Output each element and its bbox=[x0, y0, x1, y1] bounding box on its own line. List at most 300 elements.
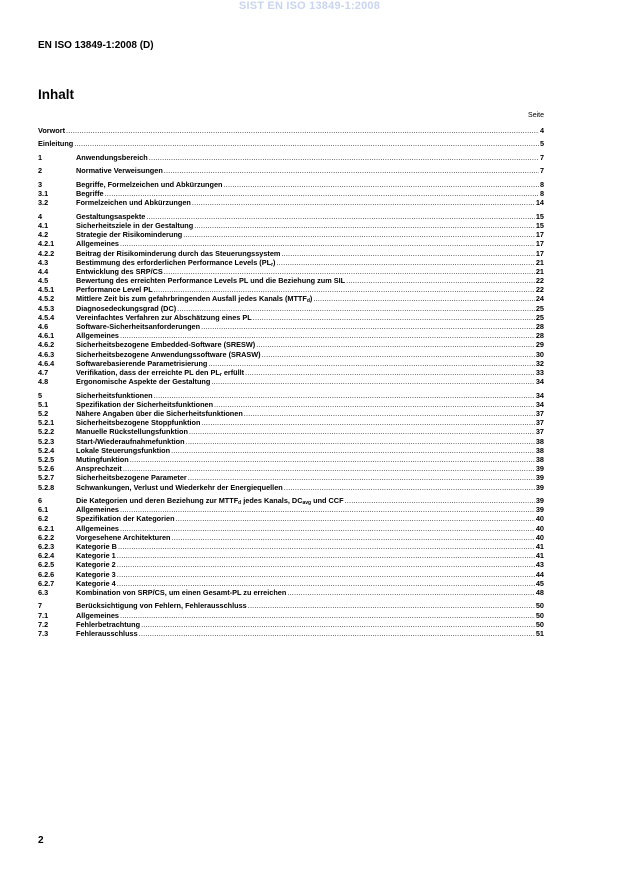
toc-entry-number: 6.2.2 bbox=[38, 532, 55, 542]
toc-entry-page: 39 bbox=[535, 496, 544, 506]
toc-entry-number: 7.1 bbox=[38, 610, 49, 620]
toc-entry-text: Entwicklung des SRP/CS bbox=[76, 266, 163, 276]
toc-entry-text: Nähere Angaben über die Sicherheitsfunktionen bbox=[76, 409, 243, 419]
toc-entry-text: Sicherheitsziele in der Gestaltung bbox=[76, 220, 194, 230]
toc-leader-dots bbox=[313, 294, 535, 303]
toc-entry-title bbox=[76, 588, 286, 597]
toc-entry-number: 5.1 bbox=[38, 399, 49, 409]
toc-entry-text: Ansprechzeit bbox=[76, 464, 122, 474]
toc-entry[interactable] bbox=[38, 285, 544, 294]
toc-leader-dots bbox=[177, 304, 535, 313]
toc-entry-title bbox=[76, 551, 116, 560]
toc-entry[interactable] bbox=[38, 601, 544, 610]
toc-entry-number: 4.5.4 bbox=[38, 312, 55, 322]
toc-entry-number: 3.2 bbox=[38, 198, 49, 208]
toc-leader-dots bbox=[284, 483, 535, 492]
toc-entry-text: Strategie der Risikominderung bbox=[76, 230, 183, 240]
toc-entry-number: 4.7 bbox=[38, 367, 49, 377]
toc-entry-page: 22 bbox=[535, 285, 544, 295]
toc-entry-text: Kategorie 2 bbox=[76, 560, 116, 570]
toc-entry[interactable] bbox=[38, 198, 544, 207]
toc-entry[interactable] bbox=[38, 446, 544, 455]
toc-entry-page: 34 bbox=[535, 377, 544, 387]
toc-entry-title bbox=[76, 473, 187, 482]
toc-entry-number: 5.2.3 bbox=[38, 436, 55, 446]
toc-entry-text: Kategorie 3 bbox=[76, 569, 116, 579]
toc-entry-title bbox=[76, 230, 182, 239]
toc-entry-number: 4.6 bbox=[38, 322, 49, 332]
toc-entry[interactable] bbox=[38, 139, 544, 148]
toc-entry-text: Verifikation, dass der erreichte PL den PL bbox=[76, 367, 220, 377]
toc-entry-page: 38 bbox=[535, 436, 544, 446]
toc-leader-dots bbox=[189, 427, 535, 436]
toc-entry-title bbox=[76, 180, 223, 189]
toc-entry-number: 5 bbox=[38, 390, 43, 400]
toc-entry-text: Sicherheitsbezogene Parameter bbox=[76, 473, 187, 483]
toc-entry-text: Vorwort bbox=[38, 126, 66, 135]
toc-entry-title bbox=[76, 483, 283, 492]
toc-entry-number: 4.1 bbox=[38, 220, 49, 230]
toc-entry-number: 3 bbox=[38, 179, 43, 189]
toc-entry-number: 4.2.2 bbox=[38, 248, 55, 258]
toc-entry[interactable] bbox=[38, 473, 544, 482]
toc-entry[interactable] bbox=[38, 322, 544, 331]
toc-entry[interactable] bbox=[38, 313, 544, 322]
toc-entry-text: Software-Sicherheitsanforderungen bbox=[76, 322, 201, 332]
toc-entry[interactable] bbox=[38, 180, 544, 189]
toc-leader-dots bbox=[66, 126, 539, 135]
toc-entry[interactable] bbox=[38, 505, 544, 514]
toc-entry-text: Performance Level PL bbox=[76, 285, 153, 295]
toc-entry[interactable] bbox=[38, 496, 544, 505]
toc-leader-dots bbox=[211, 377, 535, 386]
toc-leader-dots bbox=[346, 276, 535, 285]
toc-entry-text: Bestimmung des erforderlichen Performance Levels (PL bbox=[76, 257, 272, 267]
toc-entry-page: 51 bbox=[535, 628, 544, 638]
toc-entry-page: 24 bbox=[535, 294, 544, 304]
toc-entry[interactable] bbox=[38, 189, 544, 198]
toc-entry-number: 6.2.6 bbox=[38, 569, 55, 579]
toc-entry-page: 21 bbox=[535, 266, 544, 276]
toc-entry[interactable] bbox=[38, 350, 544, 359]
toc-entry-text: Mutingfunktion bbox=[76, 454, 129, 464]
toc-entry-number: 4.5.2 bbox=[38, 294, 55, 304]
toc-leader-dots bbox=[117, 579, 535, 588]
toc-leader-dots bbox=[171, 533, 534, 542]
toc-leader-dots bbox=[123, 464, 535, 473]
toc-entry[interactable] bbox=[38, 427, 544, 436]
toc-leader-dots bbox=[194, 221, 535, 230]
toc-entry-text: Spezifikation der Kategorien bbox=[76, 514, 175, 524]
toc-entry-title bbox=[76, 496, 344, 505]
toc-leader-dots bbox=[149, 153, 539, 162]
toc-entry-title bbox=[76, 437, 185, 446]
toc-entry-title bbox=[76, 542, 117, 551]
toc-entry-title bbox=[76, 258, 275, 267]
toc-entry-text: Ergonomische Aspekte der Gestaltung bbox=[76, 377, 211, 387]
toc-leader-dots bbox=[120, 524, 535, 533]
toc-entry-title bbox=[76, 153, 148, 162]
toc-entry-page: 40 bbox=[535, 532, 544, 542]
toc-entry-title bbox=[76, 455, 129, 464]
toc-leader-dots bbox=[253, 313, 535, 322]
toc-leader-dots bbox=[74, 139, 539, 148]
toc-entry[interactable] bbox=[38, 249, 544, 258]
toc-entry-title bbox=[76, 359, 207, 368]
toc-entry-page: 17 bbox=[535, 248, 544, 258]
toc-entry-number: 4.5.1 bbox=[38, 285, 55, 295]
toc-leader-dots bbox=[154, 285, 535, 294]
toc-entry-title bbox=[76, 166, 163, 175]
toc-entry-title bbox=[76, 249, 280, 258]
toc-entry-page: 45 bbox=[535, 578, 544, 588]
toc-entry-title bbox=[38, 126, 65, 135]
toc-entry-page: 17 bbox=[535, 230, 544, 240]
toc-entry-text: Start-/Wiederaufnahmefunktion bbox=[76, 436, 185, 446]
toc-entry-page: 7 bbox=[539, 166, 544, 176]
toc-entry-number: 7 bbox=[38, 601, 43, 611]
toc-entry-page: 17 bbox=[535, 239, 544, 249]
toc-entry[interactable] bbox=[38, 588, 544, 597]
toc-entry[interactable] bbox=[38, 331, 544, 340]
toc-entry[interactable] bbox=[38, 542, 544, 551]
toc-entry-text: Diagnosedeckungsgrad (DC) bbox=[76, 303, 177, 313]
toc-entry-number: 5.2.4 bbox=[38, 445, 55, 455]
toc-leader-dots bbox=[244, 409, 535, 418]
toc-entry-text: Die Kategorien und deren Beziehung zur MTTF bbox=[76, 496, 239, 506]
document-id: EN ISO 13849-1:2008 (D) bbox=[38, 40, 154, 51]
toc-entry[interactable] bbox=[38, 579, 544, 588]
toc-entry-page: 34 bbox=[535, 399, 544, 409]
toc-entry-number: 6.2 bbox=[38, 514, 49, 524]
toc-entry-text: Begriffe bbox=[76, 189, 104, 199]
toc-entry[interactable] bbox=[38, 483, 544, 492]
toc-leader-dots bbox=[183, 230, 535, 239]
toc-entry[interactable] bbox=[38, 629, 544, 638]
toc-entry[interactable] bbox=[38, 166, 544, 175]
toc-entry-text: Vorgesehene Architekturen bbox=[76, 532, 171, 542]
toc-entry-title bbox=[76, 276, 345, 285]
toc-entry[interactable] bbox=[38, 409, 544, 418]
toc-entry-title bbox=[76, 620, 140, 629]
toc-entry-text: Manuelle Rückstellungsfunktion bbox=[76, 427, 188, 437]
toc-entry-page: 4 bbox=[539, 126, 544, 135]
toc-entry-page: 33 bbox=[535, 367, 544, 377]
toc-entry-number: 5.2.8 bbox=[38, 482, 55, 492]
toc-entry-title bbox=[76, 340, 255, 349]
toc-entry-number: 5.2.7 bbox=[38, 473, 55, 483]
watermark: SIST EN ISO 13849-1:2008 bbox=[238, 0, 381, 12]
toc-entry-text: und CCF bbox=[311, 496, 344, 506]
toc-entry-page: 15 bbox=[535, 211, 544, 221]
toc-entry-page: 50 bbox=[535, 610, 544, 620]
toc-entry-title bbox=[76, 322, 200, 331]
toc-leader-dots bbox=[117, 560, 535, 569]
toc-entry[interactable] bbox=[38, 524, 544, 533]
toc-entry-page: 30 bbox=[535, 349, 544, 359]
toc-entry-text: Berücksichtigung von Fehlern, Fehlerausschluss bbox=[76, 601, 247, 611]
toc-entry-title bbox=[76, 579, 116, 588]
toc-entry-text: Kombination von SRP/CS, um einen Gesamt-PL zu erreichen bbox=[76, 587, 287, 597]
toc-leader-dots bbox=[176, 514, 535, 523]
toc-entry[interactable] bbox=[38, 551, 544, 560]
toc-leader-dots bbox=[146, 212, 535, 221]
toc-entry-text: Allgemeines bbox=[76, 610, 119, 620]
toc-entry-text: Allgemeines bbox=[76, 505, 119, 515]
toc-entry-text: Einleitung bbox=[38, 139, 74, 149]
toc-entry-title bbox=[76, 464, 122, 473]
toc-entry[interactable] bbox=[38, 340, 544, 349]
toc-entry-page: 7 bbox=[539, 152, 544, 162]
toc-entry-number: 4.5 bbox=[38, 276, 49, 286]
toc-entry-number: 5.2.1 bbox=[38, 418, 55, 428]
toc-entry-page: 14 bbox=[535, 198, 544, 208]
toc-entry-page: 28 bbox=[535, 322, 544, 332]
toc-entry-number: 3.1 bbox=[38, 189, 49, 199]
toc-entry-subscript: r bbox=[219, 371, 222, 378]
toc-entry-subscript: avg bbox=[302, 500, 312, 507]
toc-entry-title bbox=[76, 601, 247, 610]
toc-leader-dots bbox=[105, 189, 539, 198]
toc-leader-dots bbox=[245, 368, 535, 377]
toc-entry-number: 4.6.2 bbox=[38, 340, 55, 350]
toc-entry-page: 37 bbox=[535, 409, 544, 419]
toc-leader-dots bbox=[287, 588, 535, 597]
toc-entry-text: Normative Verweisungen bbox=[76, 166, 163, 176]
toc-entry-page: 39 bbox=[535, 473, 544, 483]
toc-entry-text: Kategorie 1 bbox=[76, 551, 116, 561]
toc-entry-text: Spezifikation der Sicherheitsfunktionen bbox=[76, 399, 214, 409]
toc-entry[interactable] bbox=[38, 304, 544, 313]
toc-entry-number: 5.2.2 bbox=[38, 427, 55, 437]
toc-leader-dots bbox=[201, 322, 535, 331]
toc-entry[interactable] bbox=[38, 276, 544, 285]
toc-entry-text: Gestaltungsaspekte bbox=[76, 211, 146, 221]
toc-entry-page: 38 bbox=[535, 445, 544, 455]
toc-entry-page: 22 bbox=[535, 276, 544, 286]
toc-entry-title bbox=[76, 570, 116, 579]
toc-entry-number: 7.3 bbox=[38, 628, 49, 638]
toc-entry-text: Kategorie B bbox=[76, 541, 117, 551]
toc-entry-title bbox=[76, 285, 153, 294]
toc-entry-number: 4 bbox=[38, 211, 43, 221]
toc-entry-text: Kategorie 4 bbox=[76, 578, 116, 588]
toc-entry-text: Bewertung des erreichten Performance Levels PL und die Beziehung zum SIL bbox=[76, 276, 346, 286]
toc-leader-dots bbox=[120, 331, 535, 340]
toc-entry-text: Allgemeines bbox=[76, 523, 119, 533]
toc-leader-dots bbox=[188, 473, 535, 482]
toc-entry-number: 4.4 bbox=[38, 266, 49, 276]
toc-entry-page: 37 bbox=[535, 427, 544, 437]
toc-leader-dots bbox=[345, 496, 535, 505]
toc-entry-text: ) bbox=[273, 257, 276, 267]
toc-entry-number: 4.8 bbox=[38, 377, 49, 387]
page-title: Inhalt bbox=[38, 87, 74, 102]
toc-leader-dots bbox=[164, 166, 539, 175]
toc-entry-title bbox=[76, 560, 116, 569]
toc-entry-number: 6.1 bbox=[38, 505, 49, 515]
toc-leader-dots bbox=[120, 505, 535, 514]
toc-entry-page: 39 bbox=[535, 482, 544, 492]
toc-entry[interactable] bbox=[38, 570, 544, 579]
toc-entry-number: 5.2.6 bbox=[38, 464, 55, 474]
toc-entry-page: 50 bbox=[535, 619, 544, 629]
toc-entry[interactable] bbox=[38, 464, 544, 473]
toc-entry-title bbox=[76, 400, 213, 409]
toc-entry-page: 48 bbox=[535, 587, 544, 597]
toc-entry-page: 5 bbox=[539, 139, 544, 149]
toc-entry-text: Allgemeines bbox=[76, 331, 119, 341]
page-number: 2 bbox=[38, 835, 44, 846]
toc-entry-page: 43 bbox=[535, 560, 544, 570]
toc-entry-page: 38 bbox=[535, 454, 544, 464]
toc-entry[interactable] bbox=[38, 258, 544, 267]
toc-entry[interactable] bbox=[38, 153, 544, 162]
toc-entry[interactable] bbox=[38, 611, 544, 620]
toc-entry-text: Mittlere Zeit bis zum gefahrbringenden Ausfall jedes Kanals (MTTF bbox=[76, 294, 307, 304]
toc-entry-text: Fehlerausschluss bbox=[76, 628, 138, 638]
toc-leader-dots bbox=[248, 601, 535, 610]
toc-entry[interactable] bbox=[38, 126, 544, 135]
toc-entry-number: 6 bbox=[38, 496, 43, 506]
toc-entry-text: Beitrag der Risikominderung durch das Steuerungssystem bbox=[76, 248, 281, 258]
toc-entry-subscript: r bbox=[271, 261, 274, 268]
toc-entry[interactable] bbox=[38, 391, 544, 400]
toc-entry-title bbox=[76, 524, 119, 533]
toc-entry[interactable] bbox=[38, 514, 544, 523]
toc-entry[interactable] bbox=[38, 212, 544, 221]
toc-entry-number: 2 bbox=[38, 166, 43, 176]
toc-entry-title bbox=[76, 391, 153, 400]
toc-entry-page: 39 bbox=[535, 464, 544, 474]
toc-entry-page: 41 bbox=[535, 541, 544, 551]
toc-entry-text: Vereinfachtes Verfahren zur Abschätzung eines PL bbox=[76, 312, 252, 322]
toc-entry-title bbox=[76, 629, 138, 638]
toc-entry-number: 4.3 bbox=[38, 257, 49, 267]
toc-entry[interactable] bbox=[38, 620, 544, 629]
toc-entry-text: Begriffe, Formelzeichen und Abkürzungen bbox=[76, 179, 223, 189]
toc-leader-dots bbox=[154, 391, 535, 400]
toc-entry-number: 4.6.4 bbox=[38, 358, 55, 368]
toc-entry-title bbox=[76, 377, 210, 386]
toc-entry-text: Lokale Steuerungsfunktion bbox=[76, 445, 171, 455]
toc-entry-subscript: d bbox=[306, 298, 310, 305]
toc-entry[interactable] bbox=[38, 418, 544, 427]
toc-entry-number: 4.6.3 bbox=[38, 349, 55, 359]
toc-entry[interactable] bbox=[38, 455, 544, 464]
toc-entry-title bbox=[38, 139, 73, 148]
toc-entry-text: ) bbox=[309, 294, 313, 304]
toc-entry-number: 6.2.4 bbox=[38, 551, 55, 561]
toc-entry-title bbox=[76, 239, 119, 248]
toc-entry-title bbox=[76, 212, 145, 221]
toc-entry-title bbox=[76, 418, 200, 427]
toc-entry-number: 4.5.3 bbox=[38, 303, 55, 313]
toc-leader-dots bbox=[208, 359, 534, 368]
toc-entry-page: 41 bbox=[535, 551, 544, 561]
toc-leader-dots bbox=[256, 340, 535, 349]
toc-entry-number: 7.2 bbox=[38, 619, 49, 629]
toc-entry-number: 5.2.5 bbox=[38, 454, 55, 464]
toc-entry-text: Sicherheitsfunktionen bbox=[76, 390, 153, 400]
toc-entry-number: 6.2.1 bbox=[38, 523, 55, 533]
toc-entry[interactable] bbox=[38, 368, 544, 377]
toc-leader-dots bbox=[118, 542, 535, 551]
toc-entry-number: 4.2.1 bbox=[38, 239, 55, 249]
toc-entry-title bbox=[76, 221, 193, 230]
toc-entry-title bbox=[76, 427, 188, 436]
page-column-label: Seite bbox=[528, 112, 544, 119]
toc-leader-dots bbox=[117, 551, 535, 560]
toc-leader-dots bbox=[262, 350, 535, 359]
toc-entry-title bbox=[76, 313, 252, 322]
toc-entry-title bbox=[76, 611, 119, 620]
toc-entry-text: Schwankungen, Verlust und Wiederkehr der Energiequellen bbox=[76, 482, 283, 492]
toc-entry[interactable] bbox=[38, 359, 544, 368]
toc-leader-dots bbox=[281, 249, 535, 258]
toc-entry[interactable] bbox=[38, 437, 544, 446]
toc-entry-title bbox=[76, 304, 176, 313]
toc-entry-title bbox=[76, 294, 312, 303]
toc-leader-dots bbox=[120, 611, 535, 620]
toc-entry-title bbox=[76, 267, 163, 276]
toc-entry-page: 37 bbox=[535, 418, 544, 428]
toc-entry[interactable] bbox=[38, 230, 544, 239]
toc-entry-text: Fehlerbetrachtung bbox=[76, 619, 141, 629]
toc-entry-title bbox=[76, 533, 170, 542]
toc-leader-dots bbox=[141, 620, 535, 629]
toc-entry-page: 44 bbox=[535, 569, 544, 579]
toc-entry-number: 6.3 bbox=[38, 587, 49, 597]
toc-entry[interactable] bbox=[38, 377, 544, 386]
toc-leader-dots bbox=[192, 198, 535, 207]
toc-entry[interactable] bbox=[38, 294, 544, 303]
toc-entry-text: Anwendungsbereich bbox=[76, 152, 148, 162]
toc-entry-page: 8 bbox=[539, 179, 544, 189]
toc-leader-dots bbox=[120, 239, 535, 248]
toc-entry[interactable] bbox=[38, 267, 544, 276]
toc-entry[interactable] bbox=[38, 239, 544, 248]
toc-entry[interactable] bbox=[38, 400, 544, 409]
toc-leader-dots bbox=[201, 418, 534, 427]
toc-entry-text: Sicherheitsbezogene Anwendungssoftware (SRASW) bbox=[76, 349, 261, 359]
toc-leader-dots bbox=[117, 570, 535, 579]
toc-entry-page: 39 bbox=[535, 505, 544, 515]
toc-entry-title bbox=[76, 189, 104, 198]
toc-entry-page: 28 bbox=[535, 331, 544, 341]
toc-entry-number: 5.2 bbox=[38, 409, 49, 419]
toc-entry-number: 6.2.3 bbox=[38, 541, 55, 551]
toc-entry-page: 40 bbox=[535, 514, 544, 524]
toc-entry-title bbox=[76, 505, 119, 514]
toc-entry-number: 1 bbox=[38, 152, 43, 162]
toc-entry[interactable] bbox=[38, 221, 544, 230]
toc-entry-number: 6.2.5 bbox=[38, 560, 55, 570]
toc-leader-dots bbox=[186, 437, 535, 446]
toc-leader-dots bbox=[164, 267, 535, 276]
toc-entry-title bbox=[76, 350, 261, 359]
toc-leader-dots bbox=[276, 258, 534, 267]
toc-entry-page: 40 bbox=[535, 523, 544, 533]
toc-leader-dots bbox=[224, 180, 539, 189]
toc-entry[interactable] bbox=[38, 560, 544, 569]
toc-entry-title bbox=[76, 409, 243, 418]
toc-entry-subscript: d bbox=[238, 500, 242, 507]
toc-entry-page: 34 bbox=[535, 390, 544, 400]
toc-entry[interactable] bbox=[38, 533, 544, 542]
toc-entry-title bbox=[76, 446, 170, 455]
toc-entry-title bbox=[76, 368, 244, 377]
